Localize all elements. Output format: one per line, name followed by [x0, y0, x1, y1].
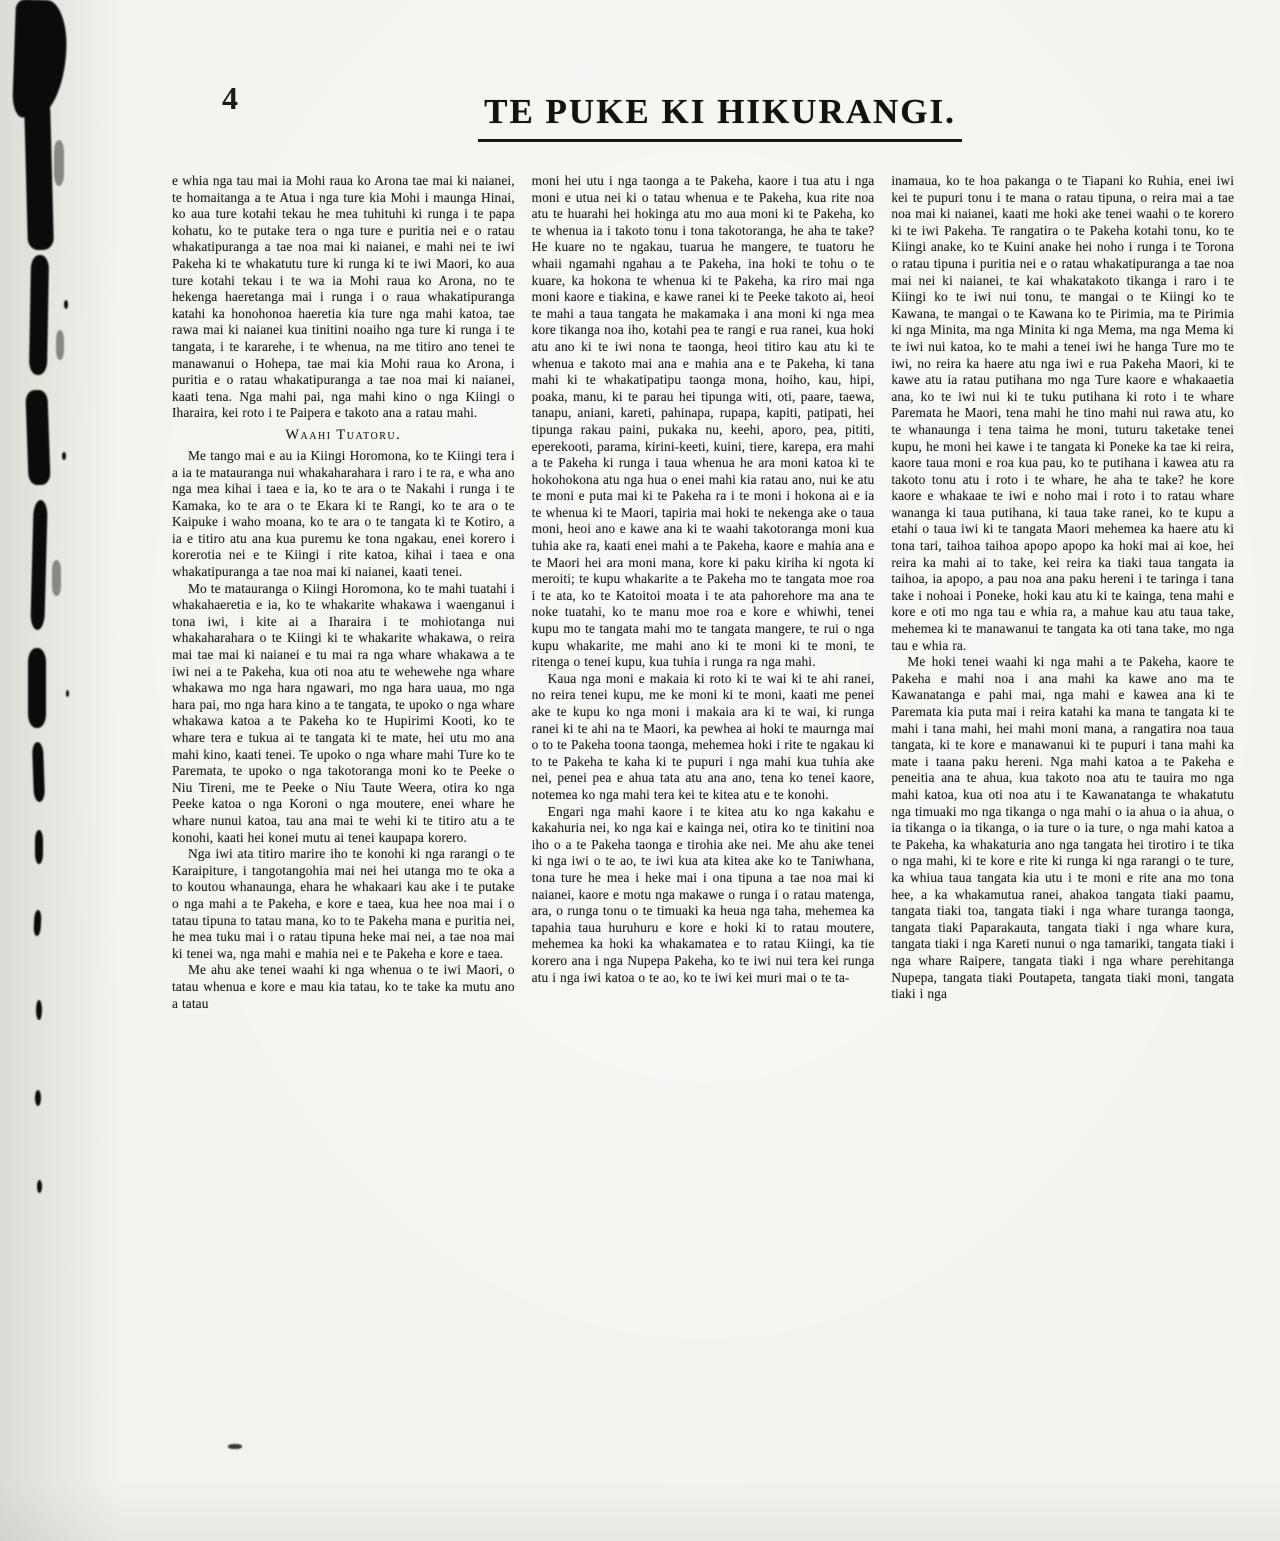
paragraph: Me ahu ake tenei waahi ki nga whenua o te iwi Maori, o tatau whenua e kore e mau kia tatau, ko te take ka mutu ano a tatau [172, 962, 515, 1011]
paragraph: Nga iwi ata titiro marire iho te konohi ki nga rarangi o te Karaipiture, i tangotangohia mai nei hei utanga mo te oka a to koutou whanaunga, ehara he whakaari kau ake i te putake o nga mahi a te Pakeha, e kore e taea, kua hee noa mai i o tatau tipuna to tatau mana, ko to te Pakeha mana e puritia nei, he mea tuku mai i o ratau tipuna heke mai nei, a tae noa mai ki tenei wa, nga mahi e mahia nei e te Pakeha e kore e taea. [172, 846, 515, 961]
paragraph: e whia nga tau mai ia Mohi raua ko Arona tae mai ki naianei, te homaitanga a te Atua i nga ture kia Mohi i maunga Hinai, ko aua ture kotahi tekau he mea tuhituhi ki runga i te papa kohatu, ko te putake tera o nga ture e puritia nei e o ratau whakatipuranga a tae noa mai ki naianei, e mahi nei te iwi Pakeha ki te whakatutu ture ki runga ki te iwi Maori, ko aua ture kotahi tekau i te wa ia Mohi raua ko Arona, no te hekenga haeretanga mai i runga i o raua whakatipuranga katahi ka honohonoa haeretia kia ture nga mahi katoa, tae rawa mai ki naianei kua tinitini noaiho nga ture ki runga i te tangata, i te kararehe, i te whenua, na me titiro ano tenei te manawanui o Hohepa, tae mai kia Mohi raua ko Arona, i puritia e o ratau whakatipuranga a tae noa mai ki naianei, kaati tena. Nga mahi pai, nga mahi kino o nga Kiingi o Iharaira, kei roto i te Paipera e takoto ana a ratau mahi. [172, 173, 515, 421]
column-1 [172, 173, 515, 1461]
paragraph: inamaua, ko te hoa pakanga o te Tiapani ko Ruhia, enei iwi kei te pupuri tonu i te mana o ratau tipuna, o reira mai a tae noa mai ki naianei, kaati me hoki ake tenei waahi o te korero ki te iwi Pakeha. Te rangatira o te Pakeha kotahi tonu, ko te Kiingi anake, ko te Kuini anake hei noho i runga i te Torona o ratau tipuna i puritia nei e o ratau whakatipuranga a tae noa mai nei ki naianei, te kai whakatakoto tikanga i raro i te Kiingi ko te iwi nui tonu, te mangai o te Kiingi ko te Kawana, te mangai o te Kawana ko te Pirimia, ma te Pirimia ki nga Minita, ma nga Minita ki nga Mema, ma nga Mema ki te iwi nui katoa, ko te mahi a tenei iwi he hanga Ture mo te iwi, no reira ka haere atu nga iwi e rua Pakeha Maori, ki te kawe atu ia ratau putihana mo nga Ture kaore e whakaaetia ana, ko te iwi nui ki te tuku putihana ki roto i te whare Paremata he Maori, tena mahi he tino mahi nui rawa atu, ko te whanaunga i tena taima he moni, tuturu taketake tenei kupu, he moni hei kawe i te tangata ki Poneke ka tae ki reira, kaore taua moni e roa kua pau, ko te putihana i kawea atu ra takoto tonu atu i roto i te whare, he aha te take? he kore kaore e whakaae te iwi e noho mai i roto i to ratau whare wananga ki taua putihana, ki taua take ranei, ko te kupu a etahi o taua iwi ki te tangata Maori mehemea ka haere atu ki tona tari, taihoa taihoa apopo apopo ka hoki mai ai koe, hei reira ka mahi ai to take, kei reira ka tiaki taua tangata ia taihoa, ia apopo, a pau noa ana paku hereni i te taringa i tana take i nohoai i Poneke, hoki kau atu ki te kainga, tena mahi e kore e oti mo nga tau e whia ra, a mahue kau atu taua take, mehemea ki te manawanui te tangata ka oti tana take, mo nga tau e whia ra. [891, 173, 1234, 653]
section-heading: Waahi Tuatoru. [285, 426, 402, 443]
paragraph: Engari nga mahi kaore i te kitea atu ko nga kakahu e kakahuria nei, ko nga kai e kainga nei, otira ko te tinitini noa iho o a te Pakeha taonga e tirohia ake nei. Me ahu ake tenei ki nga iwi o te ao, te iwi kua ata kitea ake ko te Taniwhana, tona ture he mea i heke mai i ona tipuna a tae noa mai ki naianei, kaore e motu nga makawe o runga i o ratau matenga, ara, o runga tonu o te timuaki ka heua nga taha, mehemea ka tapahia taua huruhuru e kore e hoki ki to ratau moutere, mehemea ka hoki ka whakamatea e to ratau Kiingi, ka tie korero ana i nga Nupepa Pakeha, ko te iwi nui tera kei runga atu i nga iwi katoa o te ao, ko te iwi kei muri mai o te ta- [531, 803, 875, 985]
page-number: 4 [222, 80, 238, 116]
column-2 [532, 173, 875, 1461]
article-columns [172, 173, 1234, 1461]
paragraph: Me tango mai e au ia Kiingi Horomona, ko te Kiingi tera i a ia te matauranga nui whakaharahara i raro i te ra, e wha ano nga mea kihai i taea e ia, ko te ara o te Nakahi i runga i te Kamaka, ko te ara o te Ekara ki te Rangi, ko te ara o te Kaipuke i waho moana, ko te ara o te tangata ki te Kotiro, a ia e titiro atu ana kua puremu ke tona ngakau, enei korero i korerotia nei e te Kiingi i rite katoa, kihai i taea e ona whakatipuranga a tae noa mai ki naianei, kaati tenei. [172, 447, 515, 580]
paragraph: Kaua nga moni e makaia ki roto ki te wai ki te ahi ranei, no reira tenei kupu, me ke moni ki te moni, kaati me penei ake te kupu ko nga moni i makaia ara ki te wai, ki runga ranei ki te ahi na te Maori, ka pewhea ai hoki te maurnga mai o to te Pakeha toona taonga, mehemea hoki i rite te ngakau ki to te Pakeha te kaha ki te pupuri i nga mahi kua tuhia ake nei, penei pea e ahua tata atu ana ano, tena ko tenei kaore, notemea ko nga mahi tera kei te kitea atu e te konohi. [531, 670, 875, 802]
column-3 [891, 173, 1234, 1461]
paragraph: moni hei utu i nga taonga a te Pakeha, kaore i tua atu i nga moni e utua nei ki o tatau whenua e te Pakeha, kua rite noa atu te huarahi hei hokinga atu mo aua moni ki te Pakeha, ko te whenua ia i takoto tonu i tona takotoranga, he aha te take? He kuare no te ngakau, tuarua he mangere, te tuatoru he whaii ngamahi ngahau a te Pakeha, ina hoki te tohu o te kuare, ka hokona te whenua ki te Pakeha, ka riro mai nga moni kaore e tiakina, e kawe ranei ki te Peeke takoto ai, heoi te mahi a taua tangata he makamaka i ana moni ki nga mea kore tikanga noa iho, kotahi pea te rangi e rua ranei, kua hoki atu ano ki te iwi nona te taonga, heoi titiro kau atu ki te whenua e takoto mai ana e mahia ana e te Pakeha, ki tana mahi ki te whakatipatipu taonga mona, hoiho, kau, hipi, poaka, manu, ki te parau hei tipunga witi, oti, paare, taewa, tanapu, aniani, kareti, pahinapa, rupapa, kapiti, patipati, hei tipunga rakau paini, pukaka nu, keehi, aporo, pea, pititi, eperekooti, parama, kirini-keeti, kuini, tiere, karepa, era mahi a te Pakeha ki runga i taua whenua he ara moni katoa ki te hokohokona atu nga hua o enei mahi kia ratau ano, nui ke atu te moni e puta mai ki te Pakeha ra i te moni i hokona ai e ia te whenua ki te Maori, tapiria mai hoki te nekenga ake o taua moni, heoi ano e kawe ana ki te waahi takotoranga moni kua tuhia ake ra, kaati enei mahi a te Pakeha, kaore e mahia ana e te Maori hei ara moni mana, kore ki paku kiriha ki ngota ki meroiti; te kupu whakarite a te Pakeha mo te tangata moe roa i te ata, ko te Katoitoi moata i te ata pahorehore ma ana te noke tuatahi, ko te manu moe roa e kore e whiwhi, tenei kupu mo te tangata mahi mo te tangata mangere, te rui o nga kupu whakarite, me mahi ano ki te moni ki te moni, te ritenga o tenei kupu, kua tuhia i runga ra nga mahi. [531, 173, 875, 670]
paragraph: Me hoki tenei waahi ki nga mahi a te Pakeha, kaore te Pakeha e mahi noa i ana mahi ka kawe ano ma te Kawanatanga e pahi mai, nga mahi e kawea ana ki te Paremata kia puta mai i reira katahi ka mana te tangata ki te mahi i tana mahi, hei mahi moni mana, a rangatira noa taua tangata, ki te kore e manawanui ki te pupuri i tana mahi ka mate i taana paku hereni. Nga mahi katoa a te Pakeha e peneitia ana te ahua, kua takoto noa atu te tauira mo nga mahi katoa, kua oti noa atu i te Kawanatanga te whakatutu nga timuaki mo nga tikanga o nga mahi o ia ahua o ia ahua, o ia tikanga o ia tikanga, o ia ture o ia ture, o nga mahi katoa a te Pakeha, ka whakaturia ano nga tangata hei tirotiro i te tika o nga mahi, ki te kore e rite ki runga ki nga rarangi o te ture, ka whiua taua tangata kia utu i te moni e rite ana mo tona hee, a ka whakamutua ranei, ahakoa tangata tiaki paamu, tangata tiaki toa, tangata tiaki i nga whare turanga taonga, tangata tiaki Paparakauta, tangata tiaki i nga whare kura, tangata tiaki i nga Kareti nunui o nga tamariki, tangata tiaki i nga whare Raipere, tangata tiaki i nga whare perehitanga Nupepa, tangata tiaki Poutapeta, tangata tiaki moni, tangata tiaki i nga [891, 654, 1234, 1002]
paragraph: Mo te matauranga o Kiingi Horomona, ko te mahi tuatahi i whakahaeretia e ia, ko te whakarite whakawa i waenganui i tona iwi, i kite ai a Iharaira i te mohiotanga nui whakaharahara o te Kiingi ki te whakarite whakawa, o reira mai tae mai ki naianei e tu mai ra nga whare whakawa a te iwi nei a te Pakeha, kua oti noa atu te wehewehe nga whare whakawa mo nga hara ngawari, mo nga hara uaua, mo nga hara pai, mo nga hara kino a te tangata, te upoko o nga whare whakawa katoa a te Pakeha ko te Hupirimi Kooti, ko te whare tera e tukua ai te tangata ki te mate, hei utu mo ana mahi kino, kaati tenei. Te upoko o nga whare mahi Ture ko te Paremata, te upoko o nga takotoranga moni ko te Peeke o Niu Tireni, me te Peeke o Niu Taute Weera, otira ko nga Peeke katoa o nga Koroni o nga moutere, enei whare he whare nunui katoa, tau ana mai te wehi ki te titiro atu a te konohi, kaati hei konei mutu ai tenei kaupapa korero. [172, 580, 515, 845]
newspaper-title: TE PUKE KI HIKURANGI. [478, 92, 962, 142]
masthead [470, 92, 970, 142]
